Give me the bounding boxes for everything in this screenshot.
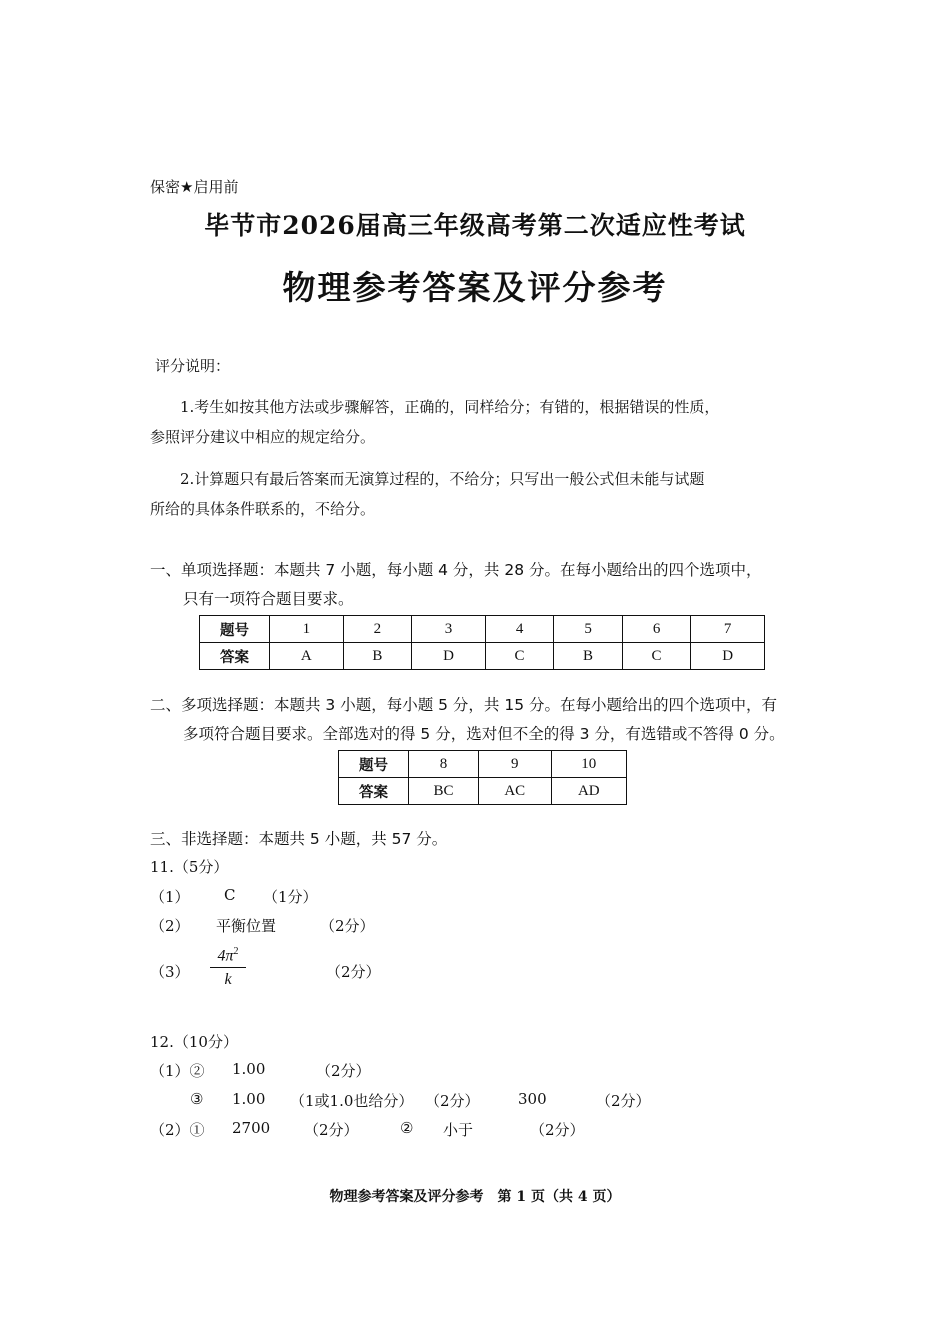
note-2-line-1: 2.计算题只有最后答案而无演算过程的，不给分；只写出一般公式但未能与试题 [180,470,705,488]
table-cell: D [412,643,486,670]
fraction-denominator: k [224,971,232,989]
numerator-text: 4π [217,947,234,965]
note-1-line-2: 参照评分建议中相应的规定给分。 [150,428,376,446]
table-cell: AC [478,778,551,805]
table-cell: B [554,643,623,670]
q11-part3-score: （2分） [326,963,381,981]
table-cell: 2 [343,616,412,643]
table-cell: D [691,643,765,670]
table-cell: 7 [691,616,765,643]
section-1-heading-cont: 只有一项符合题目要求。 [183,590,354,608]
q11-title: 11.（5分） [150,858,229,876]
row-header-question: 题号 [200,616,270,643]
section-3-heading: 三、非选择题：本题共 5 小题，共 57 分。 [150,830,448,848]
q12-row2-score2: （2分） [596,1092,651,1110]
q11-part2-label: （2） [150,917,190,935]
q12-row3-value2: 小于 [443,1121,474,1139]
q12-row3-score: （2分） [304,1121,359,1139]
page-footer: 物理参考答案及评分参考 第 1 页（共 4 页） [329,1189,621,1205]
table-row-questions [200,616,765,643]
q12-title: 12.（10分） [150,1033,238,1051]
table-cell: B [343,643,412,670]
note-1-line-1: 1.考生如按其他方法或步骤解答，正确的，同样给分；有错的，根据错误的性质， [180,398,720,416]
row-header-answer: 答案 [200,643,270,670]
confidential-mark: 保密★启用前 [150,178,239,196]
section-2-heading: 二、多项选择题：本题共 3 小题，每小题 5 分，共 15 分。在每小题给出的四个选项中，有 [150,696,778,714]
row-header-answer: 答案 [339,778,409,805]
q12-row2-value2: 300 [518,1090,547,1108]
numerator-exponent: 2 [233,946,239,957]
section-1-heading: 一、单项选择题：本题共 7 小题，每小题 4 分，共 28 分。在每小题给出的四个选项中， [150,561,762,579]
scoring-notes-title: 评分说明： [155,357,231,375]
single-choice-answer-table [199,615,765,670]
q12-row1-value: 1.00 [232,1060,266,1078]
table-row-answers [200,643,765,670]
q11-part1-score: （1分） [263,888,318,906]
q12-row3-label: （2）① [150,1121,205,1139]
row-header-question: 题号 [339,751,409,778]
multi-choice-answer-table [338,750,627,805]
q11-part3-label: （3） [150,963,190,981]
q12-row1-label: （1）② [150,1062,205,1080]
table-cell: 5 [554,616,623,643]
table-cell: 3 [412,616,486,643]
table-cell: 4 [485,616,554,643]
table-row-answers [339,778,627,805]
section-2-heading-cont: 多项符合题目要求。全部选对的得 5 分，选对但不全的得 3 分，有选错或不答得 0 分。 [183,725,785,743]
table-cell: AD [551,778,626,805]
q12-row3-value: 2700 [232,1119,271,1137]
document-title: 物理参考答案及评分参考 [282,268,668,307]
fraction-numerator [210,946,246,968]
table-cell: 10 [551,751,626,778]
q12-row3-score2: （2分） [530,1121,585,1139]
table-cell: 1 [270,616,344,643]
q12-row2-note: （1或1.0也给分） [290,1092,414,1110]
q11-part1-label: （1） [150,888,190,906]
table-row-questions [339,751,627,778]
q12-row3-label2: ② [400,1119,414,1137]
table-cell: 9 [478,751,551,778]
q12-row2-score: （2分） [425,1092,480,1110]
table-cell: BC [409,778,479,805]
q11-part2-score: （2分） [320,917,375,935]
table-cell: C [485,643,554,670]
table-cell: A [270,643,344,670]
note-2-line-2: 所给的具体条件联系的，不给分。 [150,500,376,518]
q12-row2-label: ③ [190,1090,204,1108]
table-cell: 8 [409,751,479,778]
exam-title: 毕节市2026届高三年级高考第二次适应性考试 [204,211,746,240]
q11-part2-answer: 平衡位置 [216,917,277,935]
q12-row1-score: （2分） [316,1062,371,1080]
q11-part1-answer: C [224,886,236,904]
table-cell: 6 [622,616,691,643]
q12-row2-value: 1.00 [232,1090,266,1108]
table-cell: C [622,643,691,670]
q11-part3-fraction [210,946,246,989]
